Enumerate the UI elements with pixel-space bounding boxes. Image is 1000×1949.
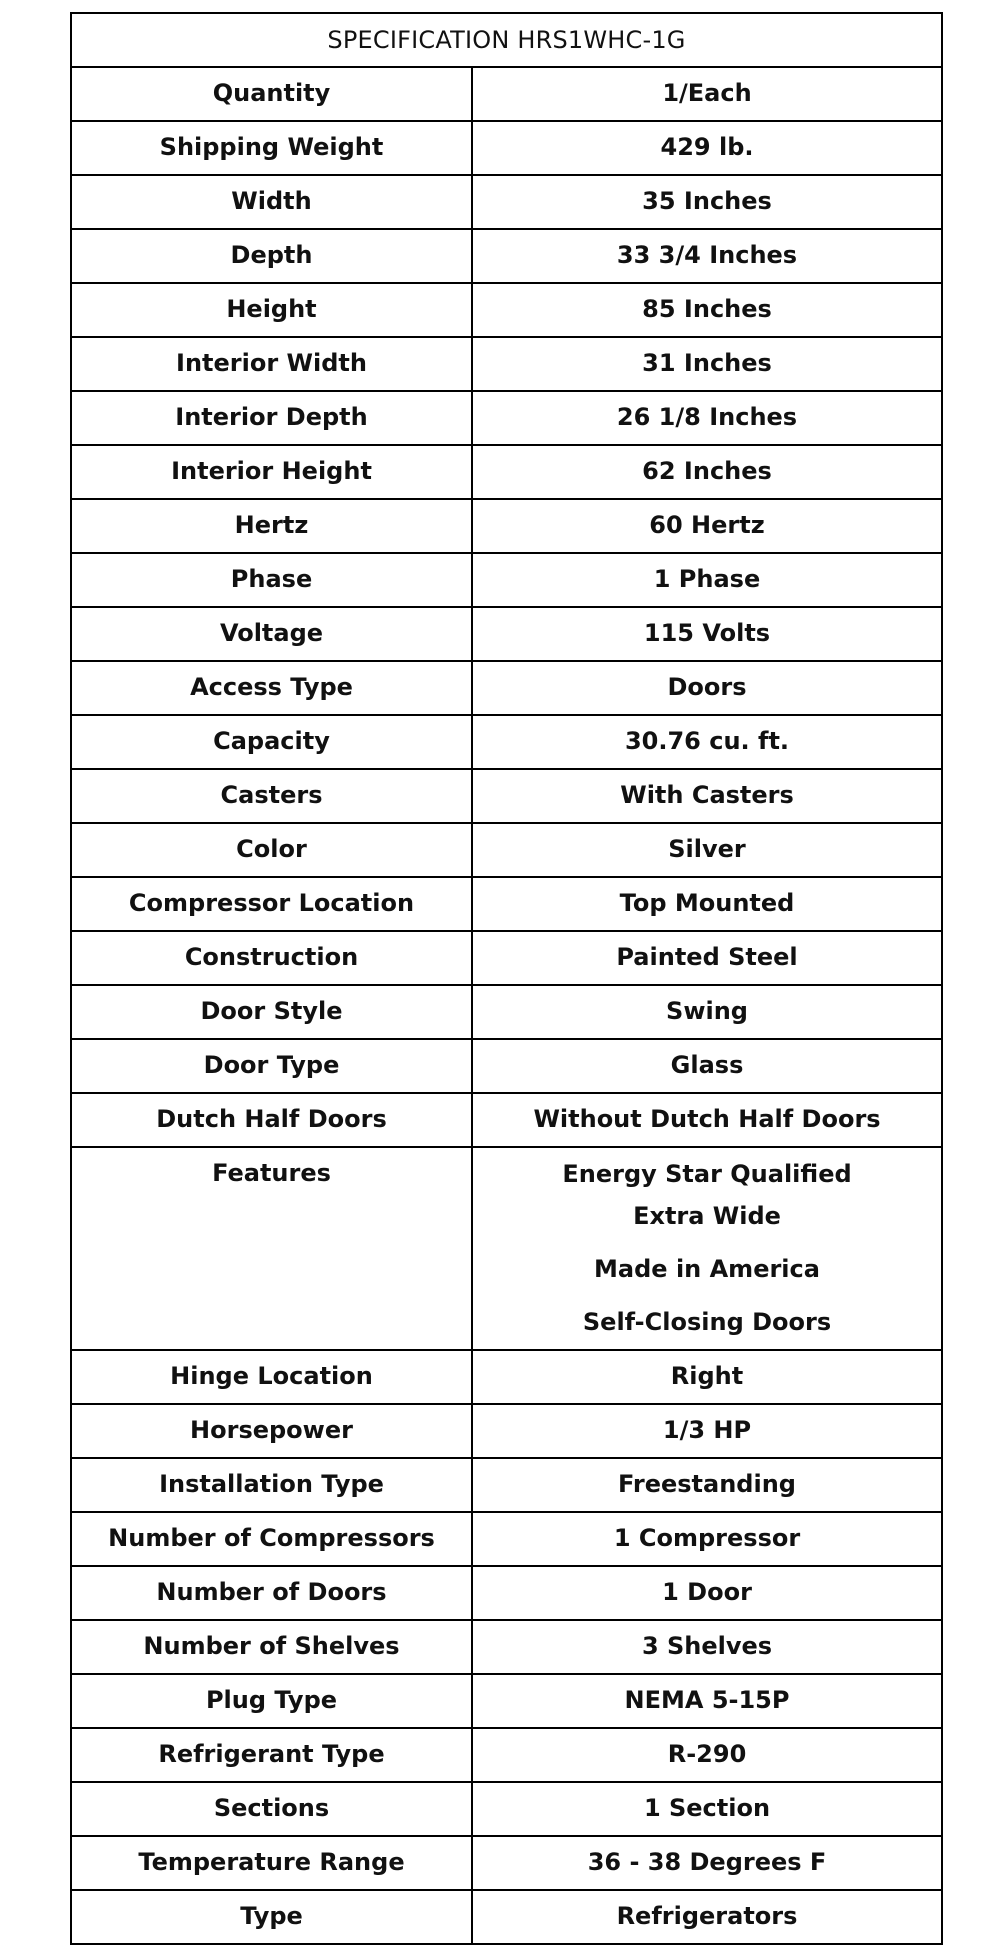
spec-value: Painted Steel: [616, 943, 798, 971]
spec-value: NEMA 5-15P: [624, 1686, 790, 1714]
spec-label: Number of Doors: [156, 1578, 387, 1606]
table-header-row: [71, 13, 942, 67]
spec-label: Temperature Range: [138, 1848, 405, 1876]
table-row: [71, 1890, 942, 1944]
spec-label-cell: [71, 337, 472, 391]
spec-label-cell: [71, 715, 472, 769]
table-row: [71, 121, 942, 175]
spec-value: 1/Each: [662, 79, 752, 107]
spec-label: Door Style: [200, 997, 343, 1025]
spec-label: Horsepower: [190, 1416, 353, 1444]
feature-value: Self-Closing Doors: [582, 1308, 832, 1336]
spec-label: Hertz: [234, 511, 309, 539]
table-row: [71, 337, 942, 391]
spec-value: 30.76 cu. ft.: [624, 727, 790, 755]
spec-value-cell: [472, 1674, 942, 1728]
spec-label-cell: [71, 769, 472, 823]
table-row: [71, 607, 942, 661]
spec-value: Silver: [668, 835, 746, 863]
spec-value-cell: [472, 931, 942, 985]
spec-label: Casters: [220, 781, 323, 809]
spec-label-cell: [71, 877, 472, 931]
spec-label: Interior Height: [171, 457, 372, 485]
spec-label-cell: [71, 1566, 472, 1620]
spec-value: 62 Inches: [642, 457, 772, 485]
table-row: [71, 1404, 942, 1458]
spec-label: Voltage: [219, 619, 324, 647]
spec-label: Door Type: [203, 1051, 340, 1079]
table-row: [71, 283, 942, 337]
spec-value: 33 3/4 Inches: [616, 241, 798, 269]
spec-value-cell: [472, 1458, 942, 1512]
table-row: [71, 1620, 942, 1674]
table-title: SPECIFICATION HRS1WHC-1G: [71, 13, 942, 67]
spec-value-cell: [472, 67, 942, 121]
spec-value-cell: [472, 283, 942, 337]
spec-value: Doors: [667, 673, 747, 701]
table-row: [71, 1350, 942, 1404]
spec-label: Interior Width: [176, 349, 367, 377]
table-row: [71, 823, 942, 877]
spec-label-cell: [71, 1147, 472, 1350]
table-row: [71, 1039, 942, 1093]
spec-value-cell: [472, 1147, 942, 1350]
spec-value: Refrigerators: [616, 1902, 798, 1930]
spec-value-cell: [472, 1350, 942, 1404]
spec-value-cell: [472, 1093, 942, 1147]
spec-value: 31 Inches: [642, 349, 772, 377]
spec-label-cell: [71, 1620, 472, 1674]
spec-value: 1 Door: [662, 1578, 752, 1606]
spec-label-cell: [71, 1782, 472, 1836]
spec-value-cell: [472, 1404, 942, 1458]
spec-value-cell: [472, 1620, 942, 1674]
spec-label: Dutch Half Doors: [156, 1105, 387, 1133]
spec-value: 115 Volts: [643, 619, 771, 647]
spec-label: Plug Type: [205, 1686, 338, 1714]
spec-label: Construction: [184, 943, 359, 971]
spec-value: Swing: [666, 997, 748, 1025]
spec-value-cell: [472, 1039, 942, 1093]
spec-label: Phase: [230, 565, 313, 593]
spec-value: R-290: [667, 1740, 747, 1768]
spec-label: Quantity: [212, 79, 331, 107]
spec-label-cell: [71, 661, 472, 715]
spec-value-cell: [472, 1566, 942, 1620]
spec-label: Installation Type: [159, 1470, 384, 1498]
spec-value-cell: [472, 391, 942, 445]
spec-label-cell: [71, 1404, 472, 1458]
spec-value: 36 - 38 Degrees F: [587, 1848, 827, 1876]
spec-label: Type: [240, 1902, 303, 1930]
table-row: [71, 499, 942, 553]
spec-value-cell: [472, 715, 942, 769]
feature-value: Extra Wide: [633, 1202, 781, 1230]
spec-value: 1 Phase: [653, 565, 761, 593]
table-row: [71, 391, 942, 445]
spec-label-cell: [71, 175, 472, 229]
spec-value: 26 1/8 Inches: [616, 403, 798, 431]
table-row: [71, 1512, 942, 1566]
table-row: [71, 1728, 942, 1782]
spec-label-cell: [71, 229, 472, 283]
spec-label-cell: [71, 823, 472, 877]
spec-label-cell: [71, 1458, 472, 1512]
spec-label-cell: [71, 931, 472, 985]
spec-label-cell: [71, 499, 472, 553]
spec-value: 85 Inches: [642, 295, 772, 323]
spec-value-cell: [472, 175, 942, 229]
spec-value: 1/3 HP: [662, 1416, 752, 1444]
table-row: [71, 67, 942, 121]
spec-label: Depth: [230, 241, 313, 269]
spec-label-cell: [71, 1890, 472, 1944]
table-row-features: [71, 1147, 942, 1350]
spec-value: With Casters: [620, 781, 794, 809]
spec-value: 35 Inches: [642, 187, 772, 215]
spec-label-cell: [71, 121, 472, 175]
table-row: [71, 661, 942, 715]
spec-label-cell: [71, 283, 472, 337]
spec-value: Top Mounted: [619, 889, 795, 917]
spec-value: 1 Compressor: [613, 1524, 801, 1552]
spec-label-cell: [71, 1728, 472, 1782]
table-body: [71, 67, 942, 1944]
spec-value-cell: [472, 1728, 942, 1782]
table-row: [71, 931, 942, 985]
table-row: [71, 553, 942, 607]
spec-label: Compressor Location: [128, 889, 415, 917]
table-row: [71, 229, 942, 283]
spec-label-cell: [71, 1093, 472, 1147]
table-row: [71, 715, 942, 769]
table-row: [71, 1782, 942, 1836]
table-row: [71, 1674, 942, 1728]
spec-label-cell: [71, 553, 472, 607]
spec-value: 429 lb.: [660, 133, 754, 161]
spec-label: Access Type: [190, 673, 353, 701]
spec-value: 60 Hertz: [649, 511, 765, 539]
spec-label-cell: [71, 445, 472, 499]
spec-label-cell: [71, 607, 472, 661]
spec-label-cell: [71, 1674, 472, 1728]
spec-label: Interior Depth: [175, 403, 368, 431]
spec-value: Right: [670, 1362, 744, 1390]
table-row: [71, 877, 942, 931]
specification-table: [70, 12, 943, 1945]
table-row: [71, 445, 942, 499]
spec-value-cell: [472, 769, 942, 823]
spec-value-cell: [472, 661, 942, 715]
spec-value-cell: [472, 1890, 942, 1944]
feature-value: Energy Star Qualified: [562, 1160, 852, 1188]
spec-label: Hinge Location: [170, 1362, 373, 1390]
spec-value-cell: [472, 553, 942, 607]
spec-value-cell: [472, 1782, 942, 1836]
spec-label-cell: [71, 985, 472, 1039]
table-row: [71, 1836, 942, 1890]
spec-value-cell: [472, 985, 942, 1039]
table-row: [71, 175, 942, 229]
spec-value: Without Dutch Half Doors: [533, 1105, 881, 1133]
spec-label-cell: [71, 1512, 472, 1566]
spec-value-cell: [472, 499, 942, 553]
spec-value-cell: [472, 877, 942, 931]
table-row: [71, 769, 942, 823]
spec-label-cell: [71, 1039, 472, 1093]
feature-value: Made in America: [594, 1255, 820, 1283]
table-row: [71, 1566, 942, 1620]
table-row: [71, 1458, 942, 1512]
table-row: [71, 1093, 942, 1147]
spec-value-cell: [472, 1512, 942, 1566]
spec-value: Freestanding: [618, 1470, 796, 1498]
spec-label: Refrigerant Type: [158, 1740, 385, 1768]
spec-label: Number of Shelves: [143, 1632, 400, 1660]
spec-label: Height: [226, 295, 317, 323]
spec-value-cell: [472, 229, 942, 283]
spec-value-cell: [472, 121, 942, 175]
spec-value-cell: [472, 1836, 942, 1890]
spec-value-cell: [472, 337, 942, 391]
spec-value: 3 Shelves: [641, 1632, 773, 1660]
spec-label-cell: [71, 391, 472, 445]
spec-label: Number of Compressors: [108, 1524, 435, 1552]
spec-value: Glass: [670, 1051, 744, 1079]
spec-label: Shipping Weight: [159, 133, 384, 161]
spec-label-cell: [71, 1836, 472, 1890]
spec-label: Sections: [213, 1794, 330, 1822]
spec-value-cell: [472, 823, 942, 877]
spec-value-cell: [472, 445, 942, 499]
table-row: [71, 985, 942, 1039]
spec-label-cell: [71, 1350, 472, 1404]
spec-label: Width: [231, 187, 312, 215]
spec-value-cell: [472, 607, 942, 661]
spec-label: Color: [236, 835, 307, 863]
spec-label: Features: [212, 1159, 331, 1187]
spec-label: Capacity: [213, 727, 330, 755]
spec-value: 1 Section: [643, 1794, 771, 1822]
spec-label-cell: [71, 67, 472, 121]
